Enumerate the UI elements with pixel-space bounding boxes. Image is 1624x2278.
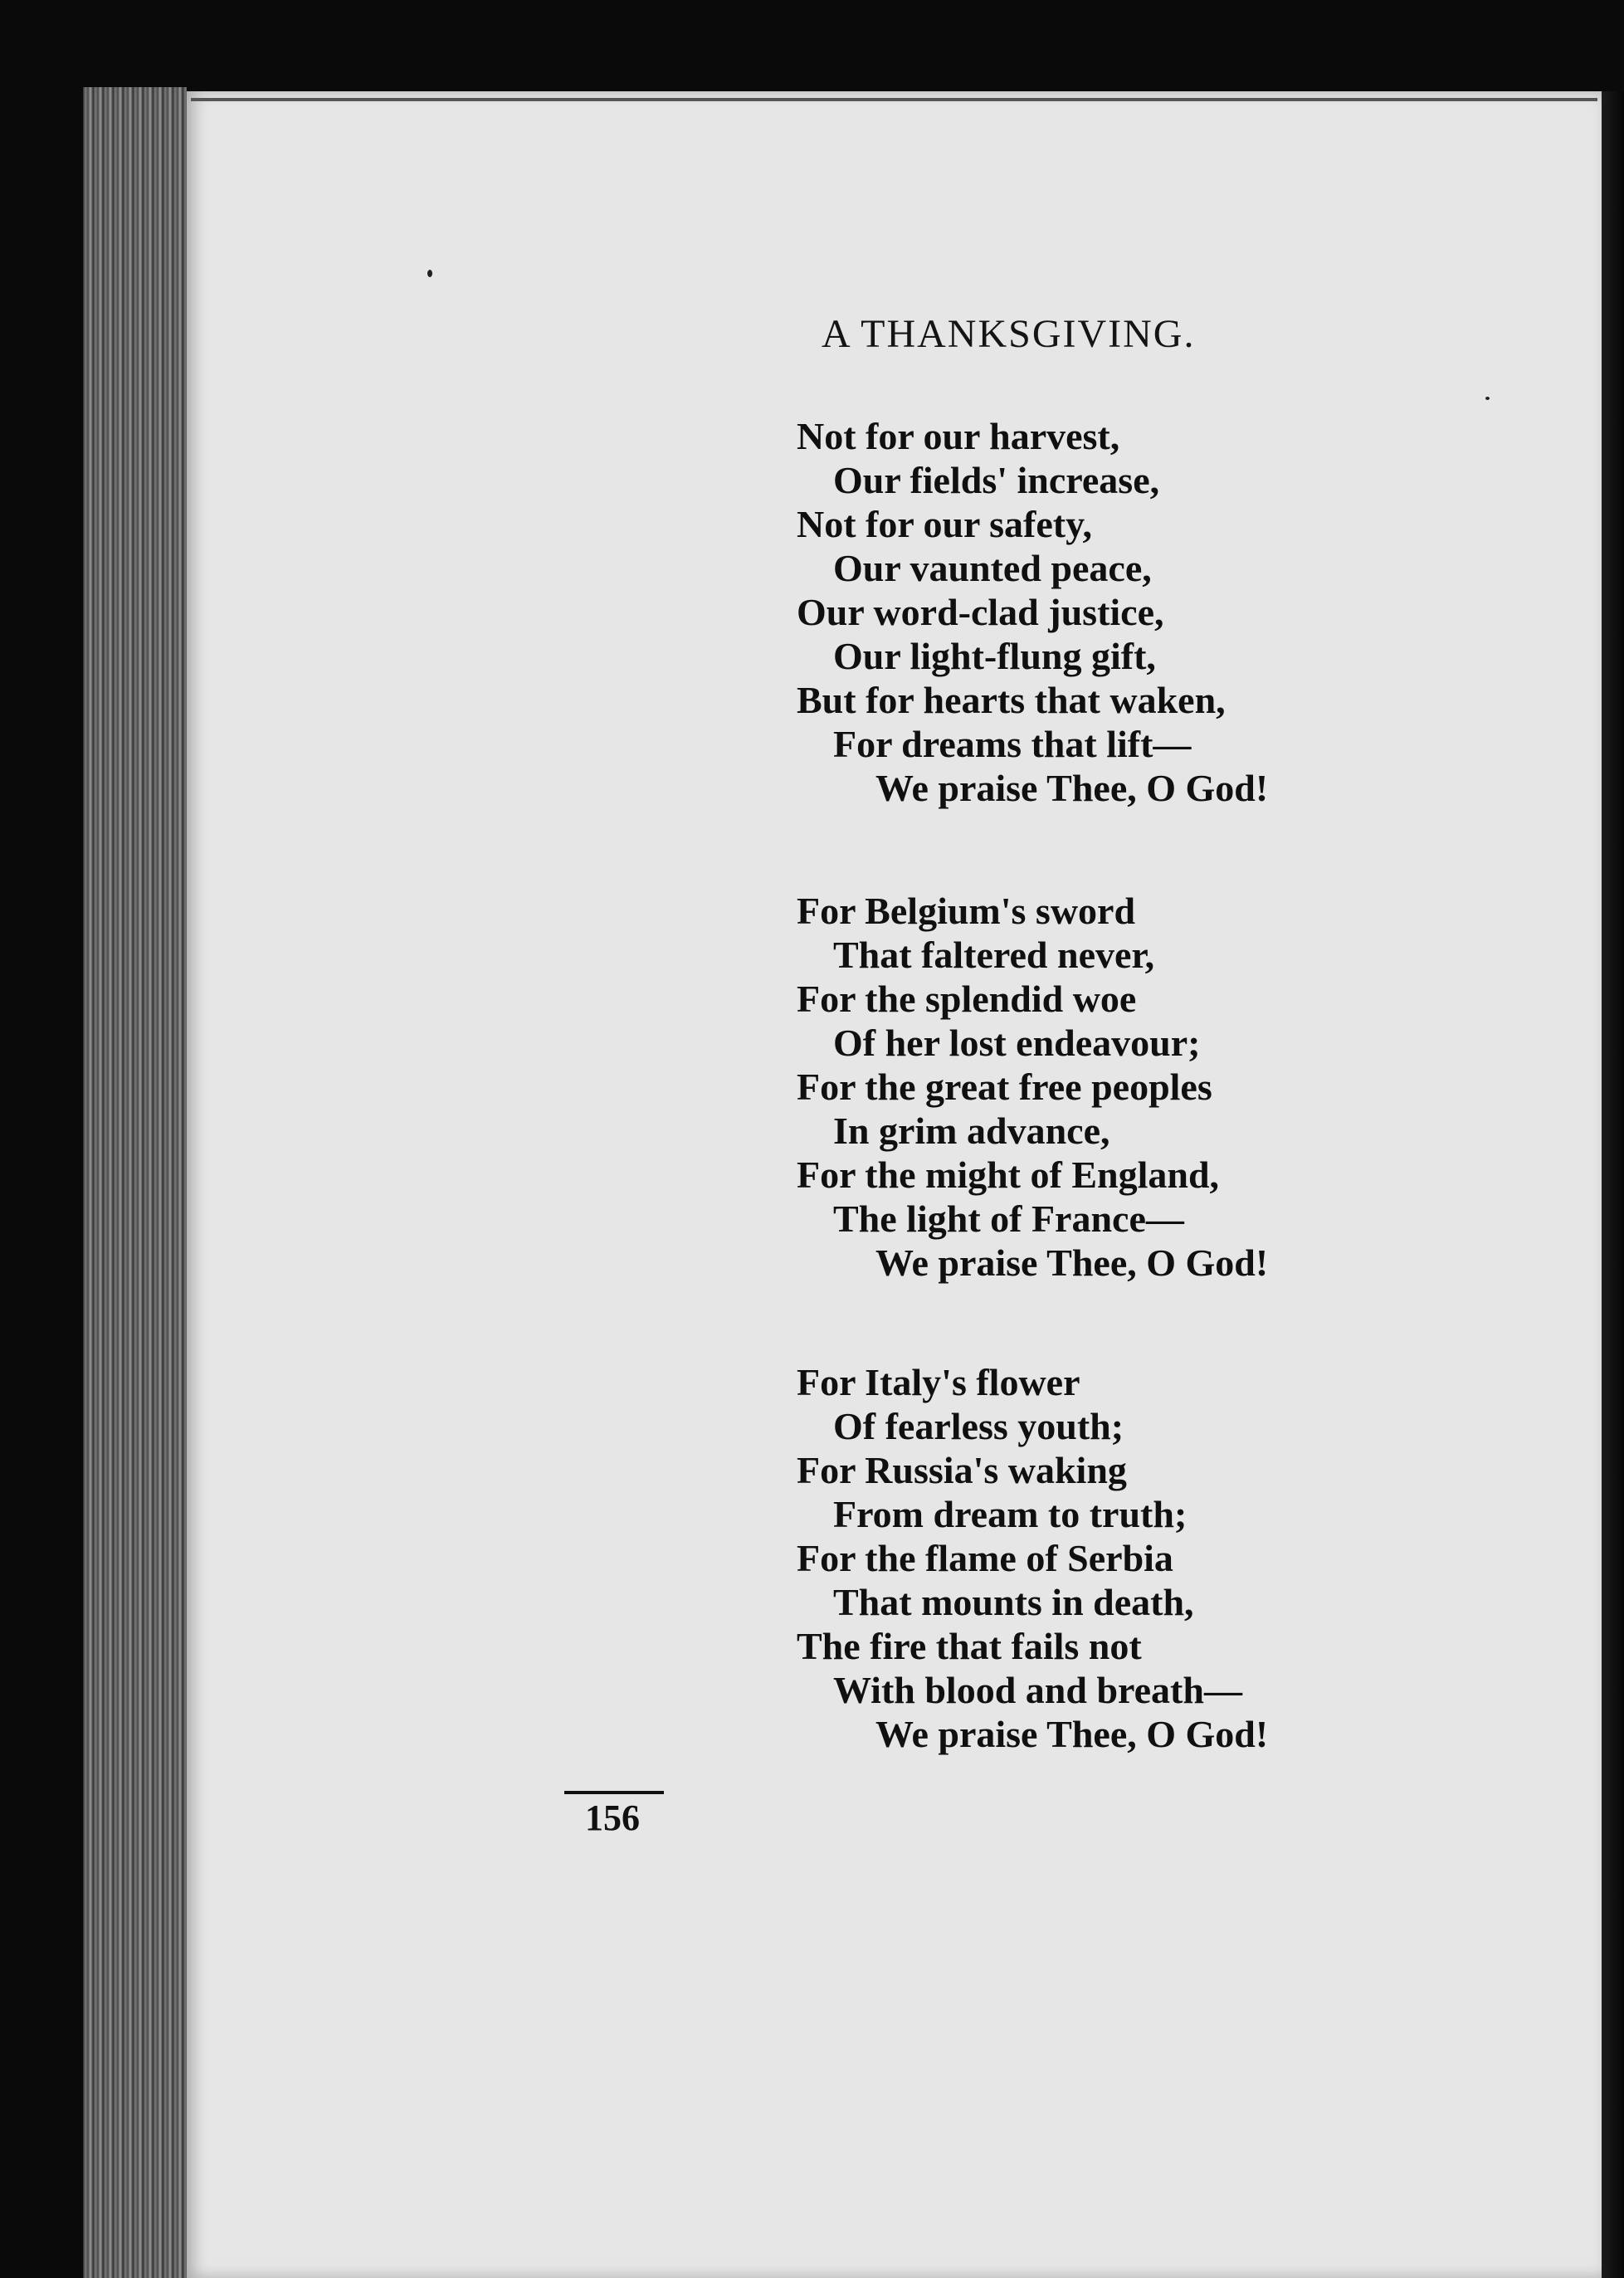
stanza-3 [797, 1360, 1378, 1756]
stanza-1 [797, 414, 1378, 810]
poem-line: For Belgium's sword [797, 890, 1136, 932]
page-edge [83, 87, 187, 2278]
poem-line: That faltered never, [833, 934, 1155, 976]
poem-line: That mounts in death, [833, 1581, 1194, 1623]
poem-line: For the splendid woe [797, 978, 1137, 1020]
poem-line: Our light-flung gift, [833, 635, 1156, 677]
poem-line: But for hearts that waken, [797, 679, 1226, 721]
poem-line: Our fields' increase, [833, 459, 1160, 501]
poem-line: Our word-clad justice, [797, 591, 1164, 633]
ink-speck [427, 270, 432, 277]
poem-line: Not for our safety, [797, 503, 1093, 545]
poem-line: For Italy's flower [797, 1361, 1080, 1403]
poem-line: For dreams that lift— [833, 723, 1192, 765]
stanza-2 [797, 889, 1378, 1285]
page-number: 156 [585, 1798, 640, 1838]
page-top-rule [191, 98, 1597, 101]
poem-line: The fire that fails not [797, 1625, 1142, 1667]
right-page-edge [1602, 91, 1624, 2278]
poem-line: For Russia's waking [797, 1449, 1127, 1491]
ink-speck [1485, 397, 1490, 400]
poem-refrain: We praise Thee, O God! [875, 1241, 1269, 1284]
poem-title: A THANKSGIVING. [822, 312, 1196, 356]
poem-line: For the might of England, [797, 1154, 1220, 1196]
poem-line: With blood and breath— [833, 1669, 1242, 1711]
poem-line: Our vaunted peace, [833, 547, 1152, 589]
poem-line: Of fearless youth; [833, 1405, 1124, 1447]
poem-line: From dream to truth; [833, 1493, 1188, 1535]
poem-line: For the great free peoples [797, 1066, 1212, 1108]
page-number-rule [564, 1791, 664, 1794]
poem-refrain: We praise Thee, O God! [875, 767, 1269, 809]
poem-refrain: We praise Thee, O God! [875, 1713, 1269, 1755]
poem-line: In grim advance, [833, 1110, 1110, 1152]
poem-line: Not for our harvest, [797, 415, 1120, 457]
poem-line: The light of France— [833, 1198, 1184, 1240]
poem-line: Of her lost endeavour; [833, 1022, 1201, 1064]
poem-line: For the flame of Serbia [797, 1537, 1173, 1579]
